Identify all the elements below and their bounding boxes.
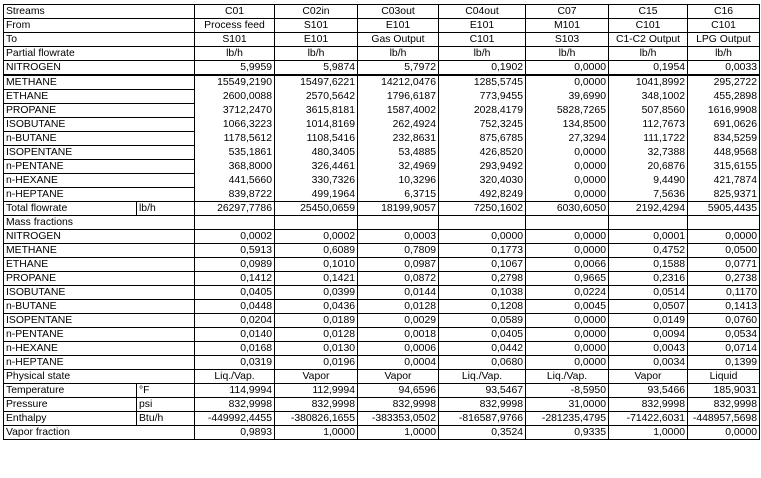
component-label: METHANE xyxy=(4,244,195,258)
unit-c01: lb/h xyxy=(195,47,275,61)
unit-c07: lb/h xyxy=(526,47,609,61)
state-value-c02in: Vapor xyxy=(275,370,358,384)
fraction-value-c02in: 0,1010 xyxy=(275,258,358,272)
flow-value-c04out: 426,8520 xyxy=(439,146,526,160)
component-label: ISOBUTANE xyxy=(4,118,195,132)
fraction-value-c07: 0,0000 xyxy=(526,342,609,356)
fraction-value-c07: 0,0045 xyxy=(526,300,609,314)
property-value-c15: -71422,6031 xyxy=(609,412,688,426)
property-value-c15: 832,9998 xyxy=(609,398,688,412)
property-value-c07: -8,5950 xyxy=(526,384,609,398)
vapor-value-c01: 0,9893 xyxy=(195,426,275,440)
to-c01: S101 xyxy=(195,33,275,47)
flow-value-c02in: 326,4461 xyxy=(275,160,358,174)
flow-value-c01: 839,8722 xyxy=(195,188,275,202)
fraction-value-c15: 0,0001 xyxy=(609,230,688,244)
flow-value-c15: 20,6876 xyxy=(609,160,688,174)
fraction-value-c03out: 0,0018 xyxy=(358,328,439,342)
vapor-fraction-row xyxy=(4,426,760,440)
flow-row-isobutane xyxy=(4,118,760,132)
flow-value-c02in: 330,7326 xyxy=(275,174,358,188)
partial-flowrate-label: Partial flowrate xyxy=(4,47,195,61)
flow-value-c01: 535,1861 xyxy=(195,146,275,160)
physical-state-label: Physical state xyxy=(4,370,195,384)
flow-value-c02in: 480,3405 xyxy=(275,146,358,160)
flow-value-c07: 0,0000 xyxy=(526,188,609,202)
flow-row-nitrogen xyxy=(4,61,760,76)
total-flowrate-label: Total flowrate xyxy=(4,202,137,216)
flow-value-c02in: 499,1964 xyxy=(275,188,358,202)
fraction-value-c01: 0,0002 xyxy=(195,230,275,244)
flow-value-c07: 134,8500 xyxy=(526,118,609,132)
property-value-c04out: -816587,9766 xyxy=(439,412,526,426)
fraction-value-c15: 0,1588 xyxy=(609,258,688,272)
flow-value-c02in: 2570,5642 xyxy=(275,90,358,104)
component-label: PROPANE xyxy=(4,104,195,118)
total-value-c16: 5905,4435 xyxy=(688,202,760,216)
property-value-c16: 832,9998 xyxy=(688,398,760,412)
fraction-value-c01: 0,1412 xyxy=(195,272,275,286)
flow-value-c16: 834,5259 xyxy=(688,132,760,146)
property-value-c01: 114,9994 xyxy=(195,384,275,398)
flow-value-c01: 3712,2470 xyxy=(195,104,275,118)
flow-row-ethane xyxy=(4,90,760,104)
from-c03out: E101 xyxy=(358,19,439,33)
state-value-c01: Liq./Vap. xyxy=(195,370,275,384)
property-value-c01: 832,9998 xyxy=(195,398,275,412)
flow-value-c16: 421,7874 xyxy=(688,174,760,188)
fraction-row-n-pentane xyxy=(4,328,760,342)
component-label: n-PENTANE xyxy=(4,160,195,174)
to-c16: LPG Output xyxy=(688,33,760,47)
property-value-c15: 93,5466 xyxy=(609,384,688,398)
column-header-c01: C01 xyxy=(195,5,275,19)
unit-c15: lb/h xyxy=(609,47,688,61)
flow-value-c01: 441,5660 xyxy=(195,174,275,188)
property-value-c03out: -383353,0502 xyxy=(358,412,439,426)
total-value-c02in: 25450,0659 xyxy=(275,202,358,216)
flow-value-c03out: 262,4924 xyxy=(358,118,439,132)
fraction-value-c04out: 0,1773 xyxy=(439,244,526,258)
component-label: ISOPENTANE xyxy=(4,146,195,160)
vapor-value-c15: 1,0000 xyxy=(609,426,688,440)
unit-c02in: lb/h xyxy=(275,47,358,61)
fraction-value-c01: 0,0989 xyxy=(195,258,275,272)
header-from-row xyxy=(4,19,760,33)
flow-value-c15: 111,1722 xyxy=(609,132,688,146)
column-header-c15: C15 xyxy=(609,5,688,19)
flow-value-c07: 0,0000 xyxy=(526,61,609,76)
fraction-row-isopentane xyxy=(4,314,760,328)
flow-row-methane xyxy=(4,75,760,90)
flow-value-c04out: 1285,5745 xyxy=(439,75,526,90)
property-value-c16: 185,9031 xyxy=(688,384,760,398)
property-value-c04out: 93,5467 xyxy=(439,384,526,398)
flow-value-c01: 1178,5612 xyxy=(195,132,275,146)
fraction-value-c04out: 0,1038 xyxy=(439,286,526,300)
property-value-c03out: 94,6596 xyxy=(358,384,439,398)
flow-value-c16: 315,6155 xyxy=(688,160,760,174)
vapor-value-c07: 0,9335 xyxy=(526,426,609,440)
flow-value-c03out: 10,3296 xyxy=(358,174,439,188)
fraction-row-methane xyxy=(4,244,760,258)
mass-fractions-label: Mass fractions xyxy=(4,216,195,230)
from-c07: M101 xyxy=(526,19,609,33)
fraction-value-c02in: 0,6089 xyxy=(275,244,358,258)
total-value-c15: 2192,4294 xyxy=(609,202,688,216)
column-header-c03out: C03out xyxy=(358,5,439,19)
fraction-value-c01: 0,5913 xyxy=(195,244,275,258)
fraction-row-isobutane xyxy=(4,286,760,300)
fraction-value-c03out: 0,0006 xyxy=(358,342,439,356)
flow-row-n-butane xyxy=(4,132,760,146)
property-unit: °F xyxy=(137,384,195,398)
fraction-value-c02in: 0,0436 xyxy=(275,300,358,314)
flow-value-c15: 0,1954 xyxy=(609,61,688,76)
fraction-value-c07: 0,0000 xyxy=(526,314,609,328)
component-label: n-BUTANE xyxy=(4,300,195,314)
flow-row-n-hexane xyxy=(4,174,760,188)
fraction-value-c02in: 0,0002 xyxy=(275,230,358,244)
vapor-value-c04out: 0,3524 xyxy=(439,426,526,440)
blank-cell xyxy=(526,216,609,230)
total-row xyxy=(4,202,760,216)
fraction-value-c15: 0,4752 xyxy=(609,244,688,258)
flow-value-c03out: 53,4885 xyxy=(358,146,439,160)
fraction-row-ethane xyxy=(4,258,760,272)
flow-value-c04out: 492,8249 xyxy=(439,188,526,202)
flow-value-c03out: 6,3715 xyxy=(358,188,439,202)
component-label: n-HEPTANE xyxy=(4,356,195,370)
fraction-value-c02in: 0,0399 xyxy=(275,286,358,300)
blank-cell xyxy=(609,216,688,230)
component-label: ETHANE xyxy=(4,258,195,272)
header-units-row xyxy=(4,47,760,61)
property-value-c16: -448957,5698 xyxy=(688,412,760,426)
flow-value-c03out: 5,7972 xyxy=(358,61,439,76)
column-header-c07: C07 xyxy=(526,5,609,19)
to-c04out: C101 xyxy=(439,33,526,47)
fraction-value-c07: 0,0224 xyxy=(526,286,609,300)
fraction-value-c01: 0,0405 xyxy=(195,286,275,300)
fraction-value-c15: 0,0507 xyxy=(609,300,688,314)
flow-value-c15: 7,5636 xyxy=(609,188,688,202)
flow-value-c02in: 1014,8169 xyxy=(275,118,358,132)
component-label: ETHANE xyxy=(4,90,195,104)
fraction-value-c04out: 0,1067 xyxy=(439,258,526,272)
to-c03out: Gas Output xyxy=(358,33,439,47)
fraction-value-c01: 0,0448 xyxy=(195,300,275,314)
mass-fractions-row xyxy=(4,216,760,230)
flow-value-c04out: 2028,4179 xyxy=(439,104,526,118)
fraction-value-c16: 0,0760 xyxy=(688,314,760,328)
flow-value-c15: 112,7673 xyxy=(609,118,688,132)
column-header-c04out: C04out xyxy=(439,5,526,19)
flow-value-c04out: 752,3245 xyxy=(439,118,526,132)
flow-value-c04out: 293,9492 xyxy=(439,160,526,174)
unit-c16: lb/h xyxy=(688,47,760,61)
property-unit: psi xyxy=(137,398,195,412)
component-label: NITROGEN xyxy=(4,230,195,244)
property-label: Enthalpy xyxy=(4,412,137,426)
fraction-value-c07: 0,0000 xyxy=(526,328,609,342)
header-streams-row xyxy=(4,5,760,19)
flow-value-c07: 0,0000 xyxy=(526,146,609,160)
flow-value-c04out: 0,1902 xyxy=(439,61,526,76)
property-row-temperature xyxy=(4,384,760,398)
flow-value-c01: 368,8000 xyxy=(195,160,275,174)
stream-table xyxy=(3,4,760,440)
from-c04out: E101 xyxy=(439,19,526,33)
flow-value-c04out: 773,9455 xyxy=(439,90,526,104)
fraction-value-c04out: 0,0405 xyxy=(439,328,526,342)
fraction-value-c03out: 0,7809 xyxy=(358,244,439,258)
fraction-value-c03out: 0,0004 xyxy=(358,356,439,370)
flow-value-c16: 0,0033 xyxy=(688,61,760,76)
streams-label: Streams xyxy=(4,5,195,19)
blank-cell xyxy=(358,216,439,230)
property-value-c07: -281235,4795 xyxy=(526,412,609,426)
unit-c03out: lb/h xyxy=(358,47,439,61)
fraction-value-c02in: 0,0128 xyxy=(275,328,358,342)
fraction-value-c15: 0,0094 xyxy=(609,328,688,342)
property-value-c07: 31,0000 xyxy=(526,398,609,412)
flow-value-c07: 0,0000 xyxy=(526,174,609,188)
fraction-value-c15: 0,2316 xyxy=(609,272,688,286)
to-label: To xyxy=(4,33,195,47)
fraction-value-c01: 0,0319 xyxy=(195,356,275,370)
component-label: METHANE xyxy=(4,75,195,90)
flow-value-c03out: 32,4969 xyxy=(358,160,439,174)
fraction-value-c07: 0,0000 xyxy=(526,356,609,370)
to-c07: S103 xyxy=(526,33,609,47)
flow-row-propane xyxy=(4,104,760,118)
fraction-value-c16: 0,0000 xyxy=(688,230,760,244)
fraction-value-c03out: 0,0987 xyxy=(358,258,439,272)
fraction-value-c07: 0,0000 xyxy=(526,244,609,258)
fraction-value-c04out: 0,0680 xyxy=(439,356,526,370)
blank-cell xyxy=(439,216,526,230)
property-value-c01: -449992,4455 xyxy=(195,412,275,426)
fraction-value-c16: 0,1399 xyxy=(688,356,760,370)
fraction-value-c03out: 0,0144 xyxy=(358,286,439,300)
flow-value-c07: 39,6990 xyxy=(526,90,609,104)
flow-value-c15: 1041,8992 xyxy=(609,75,688,90)
component-label: PROPANE xyxy=(4,272,195,286)
fraction-value-c04out: 0,0442 xyxy=(439,342,526,356)
flow-value-c16: 295,2722 xyxy=(688,75,760,90)
fraction-value-c01: 0,0140 xyxy=(195,328,275,342)
property-row-enthalpy xyxy=(4,412,760,426)
fraction-value-c03out: 0,0029 xyxy=(358,314,439,328)
blank-cell xyxy=(688,216,760,230)
state-value-c04out: Liq./Vap. xyxy=(439,370,526,384)
fraction-value-c03out: 0,0128 xyxy=(358,300,439,314)
fraction-value-c02in: 0,0196 xyxy=(275,356,358,370)
from-c15: C101 xyxy=(609,19,688,33)
from-c01: Process feed xyxy=(195,19,275,33)
state-value-c03out: Vapor xyxy=(358,370,439,384)
from-label: From xyxy=(4,19,195,33)
fraction-row-n-hexane xyxy=(4,342,760,356)
component-label: n-HEPTANE xyxy=(4,188,195,202)
state-value-c16: Liquid xyxy=(688,370,760,384)
fraction-value-c01: 0,0204 xyxy=(195,314,275,328)
flow-value-c07: 5828,7265 xyxy=(526,104,609,118)
component-label: n-PENTANE xyxy=(4,328,195,342)
fraction-value-c16: 0,0534 xyxy=(688,328,760,342)
flow-value-c02in: 15497,6221 xyxy=(275,75,358,90)
fraction-value-c16: 0,0500 xyxy=(688,244,760,258)
flow-value-c03out: 14212,0476 xyxy=(358,75,439,90)
flow-value-c02in: 3615,8181 xyxy=(275,104,358,118)
fraction-value-c04out: 0,2798 xyxy=(439,272,526,286)
flow-value-c16: 455,2898 xyxy=(688,90,760,104)
vapor-value-c03out: 1,0000 xyxy=(358,426,439,440)
property-label: Pressure xyxy=(4,398,137,412)
vapor-fraction-label: Vapor fraction xyxy=(4,426,195,440)
flow-row-isopentane xyxy=(4,146,760,160)
property-value-c04out: 832,9998 xyxy=(439,398,526,412)
vapor-value-c16: 0,0000 xyxy=(688,426,760,440)
component-label: NITROGEN xyxy=(4,61,195,76)
state-value-c07: Liq./Vap. xyxy=(526,370,609,384)
property-value-c02in: 112,9994 xyxy=(275,384,358,398)
property-row-pressure xyxy=(4,398,760,412)
property-value-c02in: 832,9998 xyxy=(275,398,358,412)
fraction-value-c07: 0,9665 xyxy=(526,272,609,286)
fraction-row-n-heptane xyxy=(4,356,760,370)
unit-c04out: lb/h xyxy=(439,47,526,61)
fraction-value-c16: 0,0771 xyxy=(688,258,760,272)
flow-row-n-pentane xyxy=(4,160,760,174)
state-value-c15: Vapor xyxy=(609,370,688,384)
flow-value-c03out: 232,8631 xyxy=(358,132,439,146)
total-value-c03out: 18199,9057 xyxy=(358,202,439,216)
fraction-value-c02in: 0,0130 xyxy=(275,342,358,356)
from-c16: C101 xyxy=(688,19,760,33)
component-label: ISOPENTANE xyxy=(4,314,195,328)
physical-state-row xyxy=(4,370,760,384)
flow-value-c01: 2600,0088 xyxy=(195,90,275,104)
flow-value-c03out: 1587,4002 xyxy=(358,104,439,118)
fraction-value-c02in: 0,1421 xyxy=(275,272,358,286)
fraction-value-c01: 0,0168 xyxy=(195,342,275,356)
column-header-c02in: C02in xyxy=(275,5,358,19)
flow-value-c15: 32,7388 xyxy=(609,146,688,160)
flow-value-c16: 691,0626 xyxy=(688,118,760,132)
total-value-c04out: 7250,1602 xyxy=(439,202,526,216)
flow-value-c03out: 1796,6187 xyxy=(358,90,439,104)
flow-value-c01: 15549,2190 xyxy=(195,75,275,90)
fraction-value-c16: 0,1413 xyxy=(688,300,760,314)
fraction-value-c15: 0,0514 xyxy=(609,286,688,300)
component-label: ISOBUTANE xyxy=(4,286,195,300)
fraction-value-c04out: 0,1208 xyxy=(439,300,526,314)
component-label: n-BUTANE xyxy=(4,132,195,146)
flow-value-c15: 9,4490 xyxy=(609,174,688,188)
flow-row-n-heptane xyxy=(4,188,760,202)
flow-value-c04out: 875,6785 xyxy=(439,132,526,146)
flow-value-c15: 348,1002 xyxy=(609,90,688,104)
property-unit: Btu/h xyxy=(137,412,195,426)
component-label: n-HEXANE xyxy=(4,174,195,188)
property-label: Temperature xyxy=(4,384,137,398)
flow-value-c15: 507,8560 xyxy=(609,104,688,118)
fraction-value-c04out: 0,0000 xyxy=(439,230,526,244)
flow-value-c02in: 5,9874 xyxy=(275,61,358,76)
fraction-value-c04out: 0,0589 xyxy=(439,314,526,328)
fraction-value-c07: 0,0000 xyxy=(526,230,609,244)
fraction-value-c03out: 0,0872 xyxy=(358,272,439,286)
fraction-row-n-butane xyxy=(4,300,760,314)
property-value-c02in: -380826,1655 xyxy=(275,412,358,426)
fraction-value-c16: 0,0714 xyxy=(688,342,760,356)
header-to-row xyxy=(4,33,760,47)
fraction-value-c16: 0,1170 xyxy=(688,286,760,300)
flow-value-c16: 1616,9908 xyxy=(688,104,760,118)
property-value-c03out: 832,9998 xyxy=(358,398,439,412)
fraction-value-c15: 0,0149 xyxy=(609,314,688,328)
flow-value-c16: 448,9568 xyxy=(688,146,760,160)
flow-value-c07: 27,3294 xyxy=(526,132,609,146)
flow-value-c16: 825,9371 xyxy=(688,188,760,202)
fraction-value-c15: 0,0043 xyxy=(609,342,688,356)
flow-value-c07: 0,0000 xyxy=(526,75,609,90)
fraction-row-nitrogen xyxy=(4,230,760,244)
component-label: n-HEXANE xyxy=(4,342,195,356)
fraction-value-c16: 0,2738 xyxy=(688,272,760,286)
total-unit: lb/h xyxy=(137,202,195,216)
fraction-value-c02in: 0,0189 xyxy=(275,314,358,328)
fraction-value-c07: 0,0066 xyxy=(526,258,609,272)
fraction-value-c03out: 0,0003 xyxy=(358,230,439,244)
column-header-c16: C16 xyxy=(688,5,760,19)
to-c15: C1-C2 Output xyxy=(609,33,688,47)
vapor-value-c02in: 1,0000 xyxy=(275,426,358,440)
blank-cell xyxy=(275,216,358,230)
fraction-row-propane xyxy=(4,272,760,286)
flow-value-c01: 5,9959 xyxy=(195,61,275,76)
total-value-c07: 6030,6050 xyxy=(526,202,609,216)
from-c02in: S101 xyxy=(275,19,358,33)
flow-value-c02in: 1108,5416 xyxy=(275,132,358,146)
fraction-value-c15: 0,0034 xyxy=(609,356,688,370)
flow-value-c01: 1066,3223 xyxy=(195,118,275,132)
total-value-c01: 26297,7786 xyxy=(195,202,275,216)
to-c02in: E101 xyxy=(275,33,358,47)
blank-cell xyxy=(195,216,275,230)
flow-value-c04out: 320,4030 xyxy=(439,174,526,188)
flow-value-c07: 0,0000 xyxy=(526,160,609,174)
